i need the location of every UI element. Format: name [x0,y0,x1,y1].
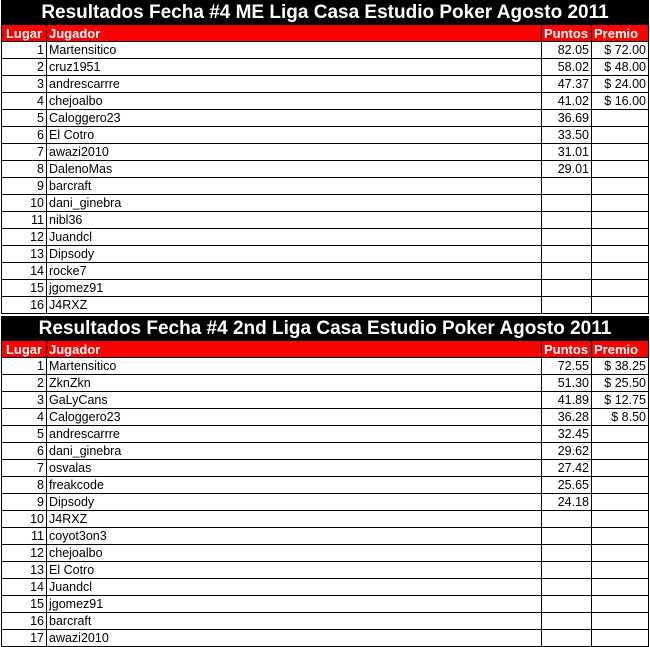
table-row [2,280,649,297]
cell-premio: $ 25.50 [592,375,649,392]
cell-jugador: coyot3on3 [47,528,542,545]
table-row [2,460,649,477]
cell-puntos: 41.02 [542,93,592,110]
cell-lugar: 11 [2,528,47,545]
cell-premio: $ 38.25 [592,358,649,375]
cell-lugar: 8 [2,477,47,494]
header-premio: Premio [592,341,649,358]
cell-premio [592,460,649,477]
cell-puntos: 47.37 [542,76,592,93]
header-puntos: Puntos [542,25,592,42]
table-row [2,127,649,144]
cell-lugar: 1 [2,42,47,59]
table-row [2,545,649,562]
cell-lugar: 8 [2,161,47,178]
cell-lugar: 12 [2,229,47,246]
cell-lugar: 16 [2,297,47,314]
header-row [2,25,649,42]
cell-puntos: 41.89 [542,392,592,409]
cell-premio [592,161,649,178]
cell-lugar: 14 [2,263,47,280]
table-row [2,263,649,280]
cell-premio [592,494,649,511]
cell-lugar: 14 [2,579,47,596]
cell-premio [592,195,649,212]
cell-puntos [542,229,592,246]
cell-lugar: 4 [2,409,47,426]
cell-jugador: osvalas [47,460,542,477]
cell-premio [592,426,649,443]
cell-puntos: 29.01 [542,161,592,178]
cell-puntos [542,297,592,314]
cell-puntos: 24.18 [542,494,592,511]
table-row [2,375,649,392]
cell-jugador: J4RXZ [47,297,542,314]
table-row [2,443,649,460]
cell-jugador: GaLyCans [47,392,542,409]
table-row [2,613,649,630]
cell-puntos [542,613,592,630]
cell-jugador: cruz1951 [47,59,542,76]
cell-puntos: 32.45 [542,426,592,443]
cell-jugador: J4RXZ [47,511,542,528]
table-row [2,596,649,613]
cell-lugar: 1 [2,358,47,375]
header-jugador: Jugador [47,25,542,42]
results-body [2,42,649,314]
cell-premio [592,212,649,229]
table-row [2,178,649,195]
table-row [2,195,649,212]
cell-puntos [542,511,592,528]
cell-puntos [542,579,592,596]
cell-premio [592,630,649,647]
header-puntos: Puntos [542,341,592,358]
header-row [2,341,649,358]
table-row [2,246,649,263]
cell-puntos [542,195,592,212]
cell-premio [592,596,649,613]
table-row [2,630,649,647]
cell-premio [592,579,649,596]
table-title: Resultados Fecha #4 ME Liga Casa Estudio Poker Agosto 2011 [1,0,649,24]
cell-puntos: 33.50 [542,127,592,144]
cell-lugar: 6 [2,127,47,144]
table-row [2,229,649,246]
table-row [2,144,649,161]
cell-puntos: 36.69 [542,110,592,127]
cell-jugador: dani_ginebra [47,443,542,460]
cell-puntos [542,178,592,195]
cell-puntos [542,630,592,647]
cell-premio [592,229,649,246]
cell-jugador: DalenoMas [47,161,542,178]
cell-premio [592,280,649,297]
header-jugador: Jugador [47,341,542,358]
cell-jugador: jgomez91 [47,596,542,613]
cell-jugador: barcraft [47,613,542,630]
cell-puntos: 58.02 [542,59,592,76]
cell-jugador: Martensitico [47,42,542,59]
cell-jugador: nibl36 [47,212,542,229]
table-row [2,477,649,494]
cell-puntos: 72.55 [542,358,592,375]
cell-premio [592,127,649,144]
cell-jugador: barcraft [47,178,542,195]
header-lugar: Lugar [2,25,47,42]
cell-puntos [542,596,592,613]
results-table-2nd [1,316,649,647]
table-row [2,93,649,110]
cell-jugador: Caloggero23 [47,409,542,426]
header-lugar: Lugar [2,341,47,358]
cell-puntos [542,212,592,229]
cell-lugar: 11 [2,212,47,229]
results-grid [1,24,649,314]
cell-puntos [542,545,592,562]
cell-lugar: 3 [2,76,47,93]
cell-lugar: 10 [2,511,47,528]
cell-premio [592,246,649,263]
table-row [2,110,649,127]
cell-lugar: 3 [2,392,47,409]
cell-premio: $ 24.00 [592,76,649,93]
cell-jugador: andrescarrre [47,426,542,443]
table-row [2,494,649,511]
table-row [2,392,649,409]
cell-lugar: 9 [2,494,47,511]
cell-lugar: 5 [2,426,47,443]
cell-lugar: 17 [2,630,47,647]
cell-jugador: chejoalbo [47,93,542,110]
cell-lugar: 7 [2,460,47,477]
cell-lugar: 9 [2,178,47,195]
cell-lugar: 13 [2,562,47,579]
cell-puntos: 82.05 [542,42,592,59]
cell-lugar: 2 [2,375,47,392]
cell-puntos: 29.62 [542,443,592,460]
cell-premio [592,110,649,127]
cell-jugador: Dipsody [47,494,542,511]
cell-premio [592,443,649,460]
cell-premio [592,263,649,280]
cell-puntos [542,246,592,263]
cell-lugar: 12 [2,545,47,562]
cell-jugador: Martensitico [47,358,542,375]
cell-jugador: Juandcl [47,229,542,246]
header-premio: Premio [592,25,649,42]
cell-jugador: chejoalbo [47,545,542,562]
table-row [2,42,649,59]
cell-jugador: El Cotro [47,562,542,579]
cell-puntos [542,263,592,280]
cell-puntos [542,562,592,579]
cell-lugar: 10 [2,195,47,212]
cell-premio [592,144,649,161]
cell-puntos: 51.30 [542,375,592,392]
table-row [2,358,649,375]
cell-lugar: 2 [2,59,47,76]
cell-jugador: Dipsody [47,246,542,263]
cell-lugar: 15 [2,280,47,297]
cell-jugador: dani_ginebra [47,195,542,212]
table-row [2,297,649,314]
table-row [2,579,649,596]
table-row [2,409,649,426]
cell-puntos: 25.65 [542,477,592,494]
table-row [2,212,649,229]
cell-lugar: 16 [2,613,47,630]
cell-puntos: 27.42 [542,460,592,477]
table-row [2,161,649,178]
cell-jugador: Juandcl [47,579,542,596]
cell-premio [592,562,649,579]
cell-lugar: 6 [2,443,47,460]
cell-premio: $ 16.00 [592,93,649,110]
cell-jugador: Caloggero23 [47,110,542,127]
cell-premio [592,477,649,494]
cell-jugador: freakcode [47,477,542,494]
cell-puntos: 36.28 [542,409,592,426]
cell-jugador: rocke7 [47,263,542,280]
cell-lugar: 15 [2,596,47,613]
cell-puntos [542,280,592,297]
cell-premio: $ 12.75 [592,392,649,409]
cell-jugador: El Cotro [47,127,542,144]
cell-jugador: awazi2010 [47,144,542,161]
cell-jugador: andrescarrre [47,76,542,93]
cell-premio [592,297,649,314]
cell-lugar: 7 [2,144,47,161]
results-table-me [1,0,649,314]
table-row [2,528,649,545]
cell-lugar: 5 [2,110,47,127]
cell-puntos [542,528,592,545]
table-row [2,562,649,579]
cell-jugador: jgomez91 [47,280,542,297]
cell-premio [592,545,649,562]
cell-lugar: 13 [2,246,47,263]
cell-premio [592,178,649,195]
cell-puntos: 31.01 [542,144,592,161]
results-grid [1,340,649,647]
cell-premio: $ 72.00 [592,42,649,59]
cell-lugar: 4 [2,93,47,110]
table-row [2,59,649,76]
table-row [2,76,649,93]
cell-premio: $ 48.00 [592,59,649,76]
cell-jugador: awazi2010 [47,630,542,647]
results-body [2,358,649,647]
cell-premio [592,613,649,630]
table-row [2,511,649,528]
cell-premio [592,528,649,545]
table-row [2,426,649,443]
cell-premio [592,511,649,528]
cell-premio: $ 8.50 [592,409,649,426]
cell-jugador: ZknZkn [47,375,542,392]
table-title: Resultados Fecha #4 2nd Liga Casa Estudio Poker Agosto 2011 [1,316,649,340]
